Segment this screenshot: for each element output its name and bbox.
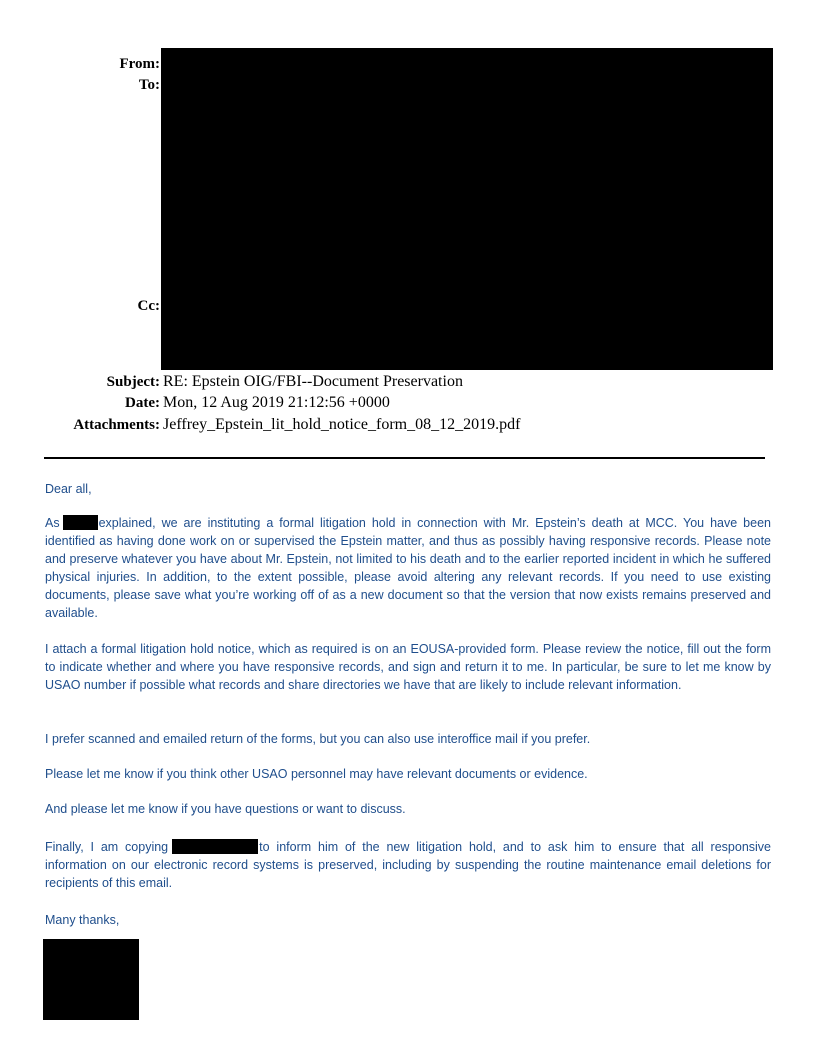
redacted-signature-block <box>43 939 139 1020</box>
paragraph-6 <box>45 838 771 892</box>
from-label: From: <box>119 56 160 72</box>
paragraph-4: Please let me know if you think other USAO personnel may have relevant documents or evidence. <box>45 767 588 781</box>
redacted-name <box>63 515 98 530</box>
closing: Many thanks, <box>45 913 120 927</box>
cc-label: Cc: <box>137 298 160 314</box>
paragraph-6-start: Finally, I am copying <box>45 840 169 854</box>
redacted-recipients-block <box>161 48 773 370</box>
paragraph-6-rest: to inform him of the new litigation hold, and to ask him to ensure that all responsive information on our electronic record systems is preserved, including by suspending the routine maintenance email deletions for recipients of this email. <box>45 840 772 890</box>
paragraph-5: And please let me know if you have questions or want to discuss. <box>45 802 406 816</box>
greeting: Dear all, <box>45 482 92 496</box>
paragraph-3: I prefer scanned and emailed return of the forms, but you can also use interoffice mail if you prefer. <box>45 732 591 746</box>
paragraph-1 <box>45 514 771 622</box>
attachment-filename[interactable]: Jeffrey_Epstein_lit_hold_notice_form_08_12_2019.pdf <box>163 416 521 433</box>
paragraph-1-start: As <box>45 516 60 530</box>
header-divider <box>44 457 765 459</box>
date-label: Date: <box>125 395 160 411</box>
paragraph-1-rest: explained, we are instituting a formal litigation hold in connection with Mr. Epstein’s death at MCC. You have been identified as having done work on or supervised the Epstein matter, and thus as possibly having responsive records. Please note and preserve whatever you have about Mr. Epstein, not limited to his death and to the earlier reported incident in which he suffered physical injuries. In addition, to the extent possible, please avoid altering any relevant records. If you need to use existing documents, please save what you’re working off of as a new document so that the version that now exists remains preserved and available. <box>45 516 771 620</box>
subject-value: RE: Epstein OIG/FBI--Document Preservation <box>163 373 463 390</box>
paragraph-2: I attach a formal litigation hold notice, which as required is on an EOUSA-provided form. Please review the notice, fill out the form to indicate whether and where you have responsive records, and sign and return it to me. In particular, be sure to let me know by USAO number if possible what records and share directories we have that are likely to include relevant information. <box>45 642 771 692</box>
attachments-label: Attachments: <box>73 417 160 433</box>
redacted-name <box>172 839 258 854</box>
date-value: Mon, 12 Aug 2019 21:12:56 +0000 <box>163 394 390 411</box>
to-label: To: <box>138 77 160 93</box>
subject-label: Subject: <box>106 374 160 390</box>
